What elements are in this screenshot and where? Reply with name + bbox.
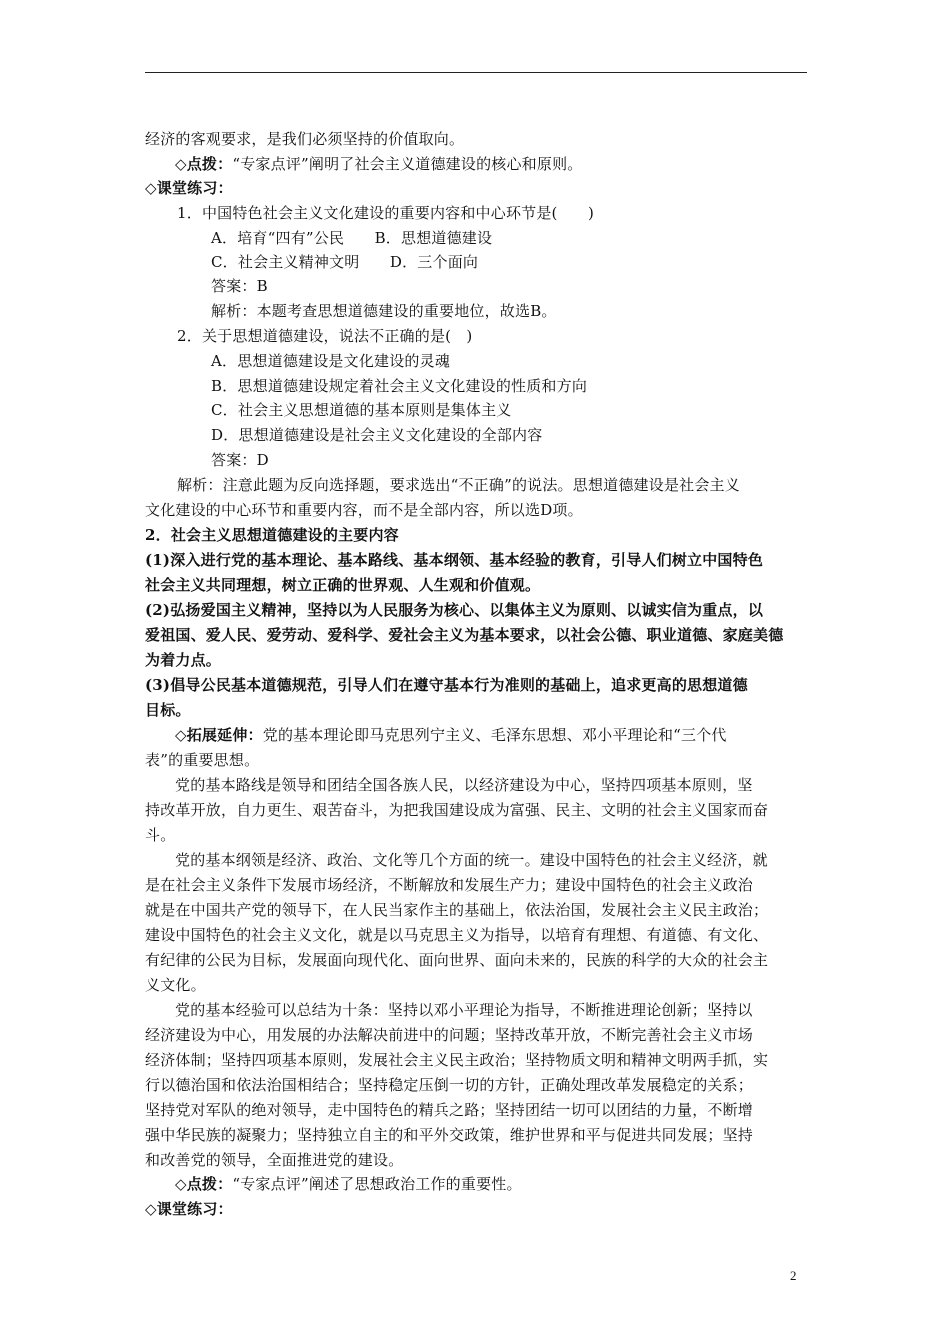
text-line: 有纪律的公民为目标，发展面向现代化、面向世界、面向未来的，民族的科学的大众的社会主: [145, 951, 769, 969]
text-line: 爱祖国、爱人民、爱劳动、爱科学、爱社会主义为基本要求，以社会公德、职业道德、家庭美德: [145, 626, 784, 644]
text-line: ◇拓展延伸：党的基本理论即马克思列宁主义、毛泽东思想、邓小平理论和“三个代: [175, 726, 727, 744]
text-line: 解析：本题考查思想道德建设的重要地位，故选B。: [211, 302, 557, 320]
text-line: 为着力点。: [145, 651, 222, 669]
text-line: 是在社会主义条件下发展市场经济，不断解放和发展生产力；建设中国特色的社会主义政治: [145, 876, 754, 894]
text-line: D．思想道德建设是社会主义文化建设的全部内容: [211, 426, 543, 444]
text-line: 持改革开放，自力更生、艰苦奋斗，为把我国建设成为富强、民主、文明的社会主义国家而奋: [145, 801, 769, 819]
text-line: 答案：B: [211, 277, 268, 295]
text-line: 党的基本经验可以总结为十条：坚持以邓小平理论为指导，不断推进理论创新；坚持以: [175, 1001, 753, 1019]
text-line: 2．关于思想道德建设，说法不正确的是( ): [177, 327, 473, 345]
text-line: A．培育“四有”公民 B．思想道德建设: [211, 229, 493, 247]
text-line: 义文化。: [145, 976, 206, 994]
text-line: 坚持党对军队的绝对领导，走中国特色的精兵之路；坚持团结一切可以团结的力量，不断增: [145, 1101, 754, 1119]
text-line: 答案：D: [211, 451, 269, 469]
text-line: 解析：注意此题为反向选择题，要求选出“不正确”的说法。思想道德建设是社会主义: [177, 476, 740, 494]
text-line: 目标。: [145, 701, 191, 719]
text-line: 经济体制；坚持四项基本原则，发展社会主义民主政治；坚持物质文明和精神文明两手抓，实: [145, 1051, 769, 1069]
text-line: B．思想道德建设规定着社会主义文化建设的性质和方向: [211, 377, 588, 395]
text-line: (2)弘扬爱国主义精神，坚持以为人民服务为核心、以集体主义为原则、以诚实信为重点，以: [145, 601, 764, 619]
text-line: 社会主义共同理想，树立正确的世界观、人生观和价值观。: [145, 576, 541, 594]
bold-lead: ◇拓展延伸：: [175, 726, 263, 744]
text-line: ◇点拨：“专家点评”阐述了思想政治工作的重要性。: [175, 1175, 522, 1193]
text-line: 表”的重要思想。: [145, 751, 260, 769]
text-line: 斗。: [145, 826, 176, 844]
text-line: A．思想道德建设是文化建设的灵魂: [211, 352, 451, 370]
text-line: 和改善党的领导，全面推进党的建设。: [145, 1151, 404, 1169]
text-line: 行以德治国和依法治国相结合；坚持稳定压倒一切的方针，正确处理改革发展稳定的关系；: [145, 1076, 754, 1094]
text-line: 经济的客观要求，是我们必须坚持的价值取向。: [145, 130, 465, 148]
text-line: 强中华民族的凝聚力；坚持独立自主的和平外交政策，维护世界和平与促进共同发展；坚持: [145, 1126, 754, 1144]
text-line: 党的基本路线是领导和团结全国各族人民，以经济建设为中心，坚持四项基本原则，坚: [175, 776, 753, 794]
text-line: ◇点拨：“专家点评”阐明了社会主义道德建设的核心和原则。: [175, 155, 583, 173]
bold-lead: ◇点拨：: [175, 1175, 233, 1193]
text-line: (3)倡导公民基本道德规范，引导人们在遵守基本行为准则的基础上，追求更高的思想道德: [145, 676, 748, 694]
text-line: (1)深入进行党的基本理论、基本路线、基本纲领、基本经验的教育，引导人们树立中国特色: [145, 551, 764, 569]
text-line: 经济建设为中心，用发展的办法解决前进中的问题；坚持改革开放，不断完善社会主义市场: [145, 1026, 754, 1044]
page-number: 2: [790, 1268, 797, 1283]
text-line: 2．社会主义思想道德建设的主要内容: [145, 526, 399, 544]
text-line: C．社会主义精神文明 D．三个面向: [211, 253, 479, 271]
text-line: 建设中国特色的社会主义文化，就是以马克思主义为指导，以培育有理想、有道德、有文化、: [145, 926, 769, 944]
text-line: 就是在中国共产党的领导下，在人民当家作主的基础上，依法治国，发展社会主义民主政治；: [145, 901, 769, 919]
text-line: 党的基本纲领是经济、政治、文化等几个方面的统一。建设中国特色的社会主义经济，就: [175, 851, 768, 869]
bold-lead: ◇点拨：: [175, 155, 233, 173]
text-line: 1．中国特色社会主义文化建设的重要内容和中心环节是( ): [177, 204, 595, 222]
text-line: C．社会主义思想道德的基本原则是集体主义: [211, 401, 512, 419]
text-line: ◇课堂练习：: [145, 1200, 233, 1218]
text-line: 文化建设的中心环节和重要内容，而不是全部内容，所以选D项。: [145, 501, 583, 519]
header-rule: [145, 72, 807, 73]
text-line: ◇课堂练习：: [145, 179, 233, 197]
